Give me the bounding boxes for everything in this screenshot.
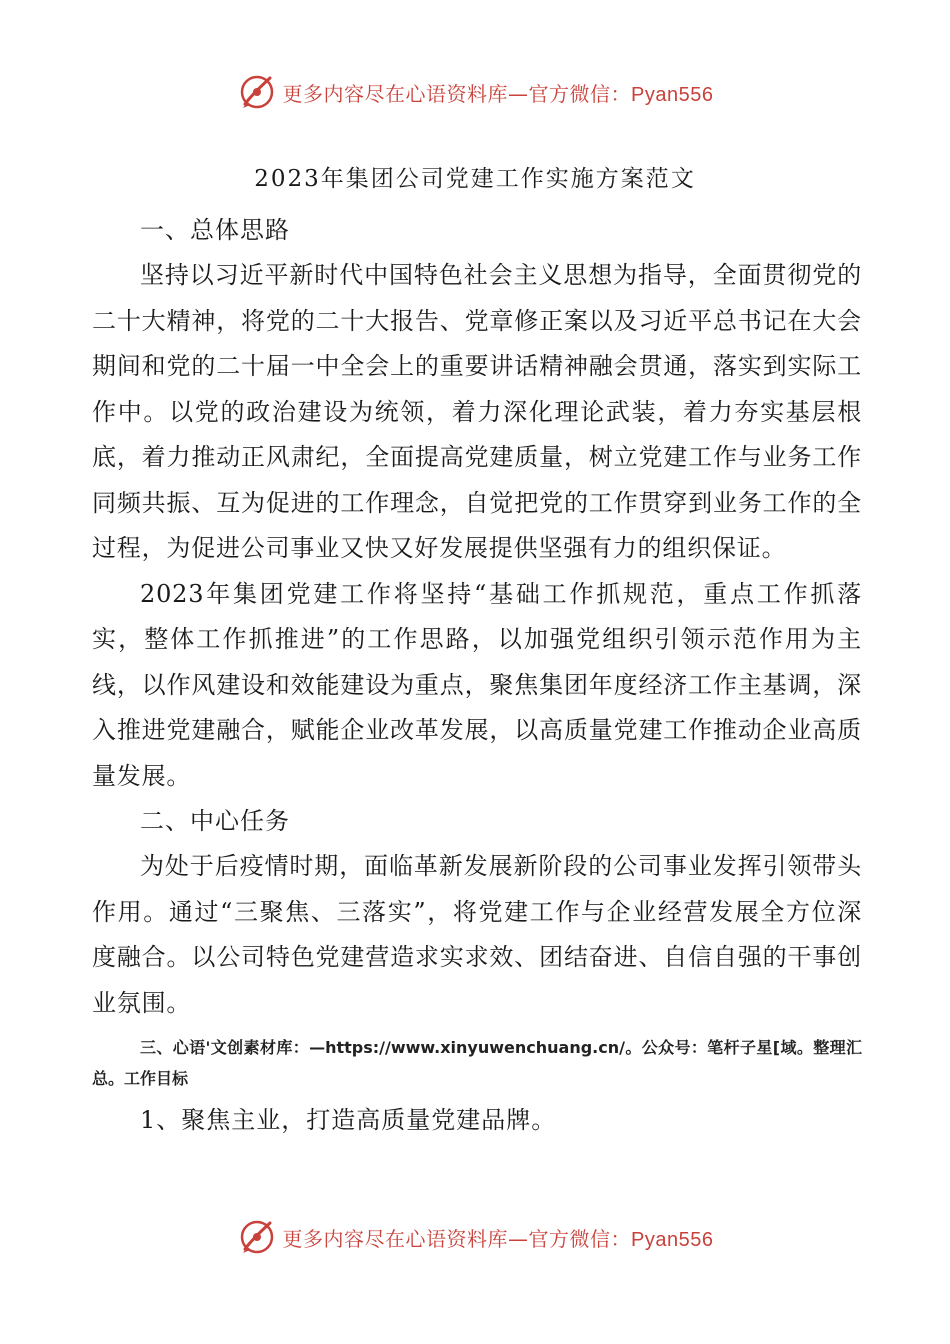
- section-heading-1: 一、总体思路: [140, 216, 290, 244]
- footer-banner: [0, 1215, 950, 1259]
- pen-logo-icon: [237, 1217, 277, 1257]
- paragraph-2: 2023年集团党建工作将坚持“基础工作抓规范，重点工作抓落实，整体工作抓推进”的工作思路，以加强党组织引领示范作用为主线，以作风建设和效能建设为重点，聚焦集团年度经济工作主基调，深入推进党建融合，赋能企业改革发展，以高质量党建工作推动企业高质量发展。: [92, 579, 862, 790]
- list-item-1: 1、聚焦主业，打造高质量党建品牌。: [140, 1106, 557, 1134]
- header-banner: [0, 70, 950, 114]
- paragraph-1: 坚持以习近平新时代中国特色社会主义思想为指导，全面贯彻党的二十大精神，将党的二十大报告、党章修正案以及习近平总书记在大会期间和党的二十届一中全会上的重要讲话精神融会贯通，落实到实际工作中。以党的政治建设为统领，着力深化理论武装，着力夯实基层根底，着力推动正风肃纪，全面提高党建质量，树立党建工作与业务工作同频共振、互为促进的工作理念，自觉把党的工作贯穿到业务工作的全过程，为促进公司事业又快又好发展提供坚强有力的组织保证。: [92, 261, 862, 562]
- section-heading-2: 二、中心任务: [140, 807, 290, 835]
- paragraph-3: 为处于后疫情时期，面临革新发展新阶段的公司事业发挥引领带头作用。通过“三聚焦、三落实”，将党建工作与企业经营发展全方位深度融合。以公司特色党建营造求实求效、团结奋进、自信自强的干事创业氛围。: [92, 852, 862, 1017]
- section-heading-3: 三、心语'文创素材库：—https://www.xinyuwenchuang.cn/。公众号：笔杆子星[域。整理汇总。工作目标: [92, 1038, 862, 1088]
- banner-text: 更多内容尽在心语资料库—官方微信：Pyan556: [282, 81, 714, 106]
- pen-logo-icon: [237, 72, 277, 112]
- banner-text: 更多内容尽在心语资料库—官方微信：Pyan556: [282, 1226, 714, 1251]
- document-body: [92, 208, 862, 1143]
- document-title: 2023年集团公司党建工作实施方案范文: [254, 166, 696, 192]
